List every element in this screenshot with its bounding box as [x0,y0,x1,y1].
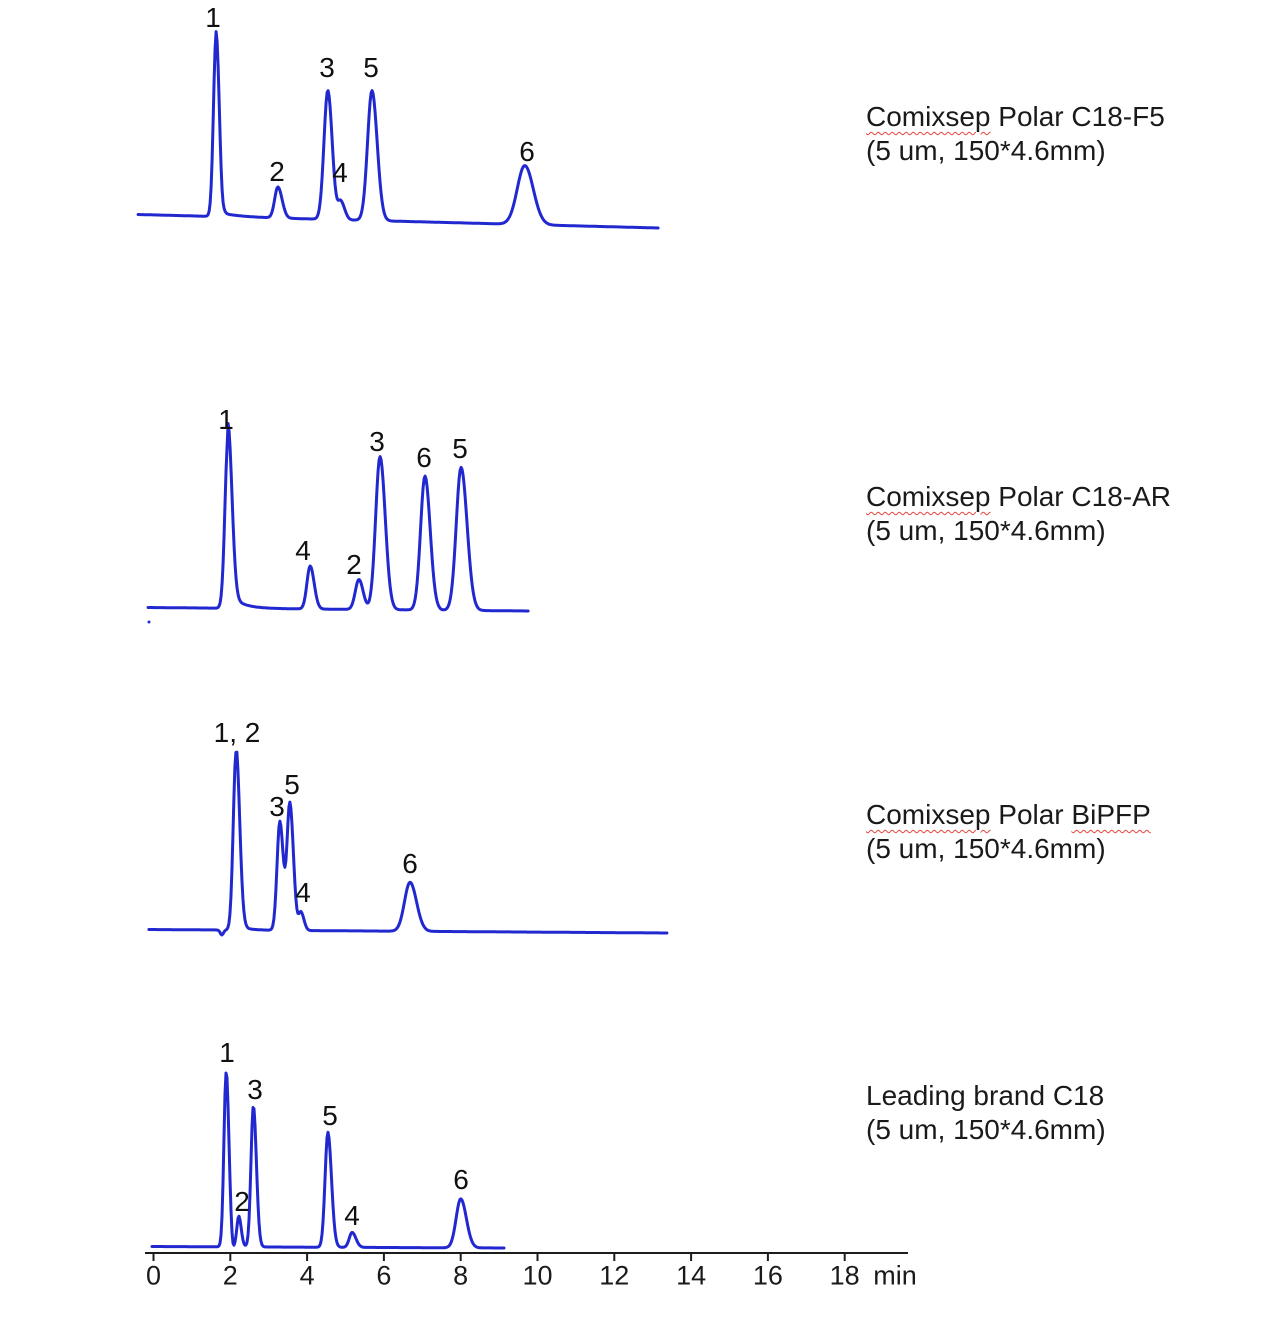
peak-label-comixsep-polar-c18-f5: 4 [332,157,348,188]
peak-label-comixsep-polar-bipfp: 6 [402,848,418,879]
peak-label-leading-brand-c18: 4 [344,1200,360,1231]
column-name-text: Polar C18-AR [990,481,1171,512]
column-name-text: Polar [990,799,1072,830]
trace-artifact-dot [148,621,151,624]
column-name-line [866,798,1151,832]
peak-label-comixsep-polar-c18-f5: 6 [519,136,535,167]
peak-label-comixsep-polar-c18-ar: 5 [452,433,468,464]
column-name-text: Leading brand C18 [866,1080,1105,1111]
peak-label-leading-brand-c18: 2 [234,1186,250,1217]
peak-label-comixsep-polar-bipfp: 1, 2 [213,717,261,748]
misspelled-word: Comixsep [866,799,991,830]
axis-tick-label: 2 [222,1260,238,1291]
peak-label-comixsep-polar-c18-ar: 4 [295,535,311,566]
column-name-text: Polar C18-F5 [990,101,1165,132]
axis-tick-label: 0 [145,1260,162,1291]
misspelled-word: Comixsep [866,481,991,512]
peak-label-comixsep-polar-bipfp: 5 [284,769,300,800]
peak-label-leading-brand-c18: 5 [322,1100,338,1131]
misspelled-word: BiPFP [1071,799,1151,830]
column-dimensions-line: (5 um, 150*4.6mm) [866,833,1106,864]
axis-tick-label: 4 [299,1260,315,1291]
trace-comixsep-polar-c18-f5 [138,32,658,228]
axis-tick-label: 16 [752,1260,783,1291]
axis-tick-label: 12 [599,1260,630,1291]
column-label-comixsep-polar-c18-f5 [866,100,1165,168]
axis-unit-label: min [873,1260,917,1291]
column-name-line [866,100,1165,134]
axis-tick-label: 10 [522,1260,553,1291]
peak-label-comixsep-polar-c18-f5: 1 [205,2,221,33]
axis-tick-label: 8 [453,1260,469,1291]
column-dimensions-line: (5 um, 150*4.6mm) [866,515,1106,546]
axis-tick-label: 6 [376,1260,392,1291]
peak-label-comixsep-polar-c18-ar: 6 [416,442,432,473]
column-label-comixsep-polar-bipfp [866,798,1151,866]
peak-label-comixsep-polar-c18-ar: 2 [346,549,362,580]
column-dimensions-line: (5 um, 150*4.6mm) [866,1114,1106,1145]
trace-comixsep-polar-c18-ar [148,424,528,612]
axis-tick-label: 14 [676,1260,707,1291]
peak-label-comixsep-polar-c18-ar: 1 [218,404,234,435]
peak-label-leading-brand-c18: 6 [453,1164,469,1195]
column-dimensions-line: (5 um, 150*4.6mm) [866,135,1106,166]
peak-label-comixsep-polar-c18-f5: 3 [319,52,335,83]
peak-label-leading-brand-c18: 3 [247,1074,263,1105]
column-label-comixsep-polar-c18-ar [866,480,1171,548]
peak-label-comixsep-polar-c18-ar: 3 [369,426,385,457]
peak-label-comixsep-polar-bipfp: 3 [269,791,285,822]
axis-tick-label: 18 [829,1260,860,1291]
trace-comixsep-polar-bipfp [149,752,667,935]
peak-label-comixsep-polar-bipfp: 4 [295,877,311,908]
peak-label-comixsep-polar-c18-f5: 5 [363,52,379,83]
column-name-line [866,480,1171,514]
peak-label-leading-brand-c18: 1 [219,1037,235,1068]
column-name-line [866,1079,1106,1113]
column-label-leading-brand-c18 [866,1079,1106,1147]
peak-label-comixsep-polar-c18-f5: 2 [269,156,285,187]
misspelled-word: Comixsep [866,101,991,132]
